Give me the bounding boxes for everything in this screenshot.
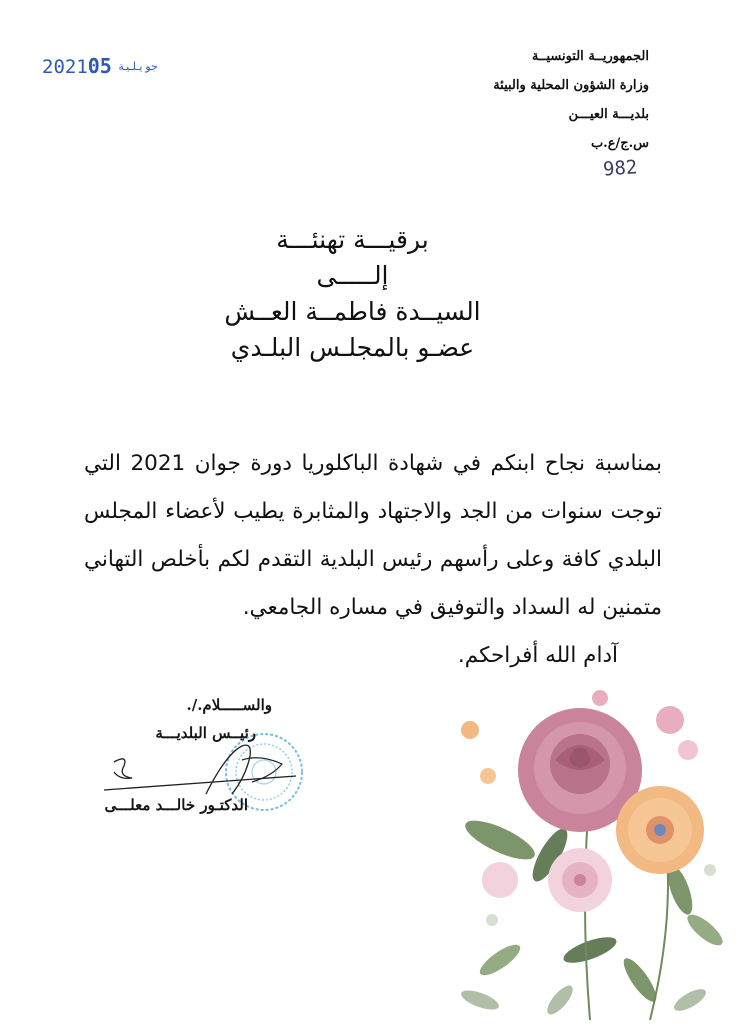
signature-salutation: والســـــلام./. — [186, 696, 272, 714]
date-year: 2021 — [42, 56, 88, 78]
date-stamp — [42, 54, 164, 78]
document-title: برقيـــة تهنئـــة — [276, 225, 429, 254]
date-day: 05 — [87, 54, 112, 78]
letterhead-municipality: بلديـــة العيـــن — [568, 107, 649, 122]
body-closing: آدام الله أفراحكم. — [457, 643, 618, 668]
letter-body — [84, 440, 662, 680]
date-month: جويلية — [117, 60, 158, 73]
recipient-role: عضـو بالمجلـس البلـدي — [230, 333, 475, 362]
signature-role: رئيــس البلديـــة — [155, 724, 256, 742]
letterhead-country: الجمهوريــة التونسيــة — [531, 49, 649, 64]
body-paragraph: بمناسبة نجاح ابنكم في شهادة الباكلوريا دورة جوان 2021 التي توجت سنوات من الجد والاجتهاد والمثابرة يطيب لأعضاء المجلس البلدي كافة وعلى رأسهم رئيس البلدية التقدم لكم بأخلص التهاني متمنين له السداد والتوفيق في مساره الجامعي. — [84, 451, 662, 620]
signature-name: الدكتـور خالـــد معلـــى — [104, 796, 248, 814]
signature-block — [96, 690, 316, 840]
letterhead — [389, 42, 649, 181]
reference-number: 982 — [601, 156, 638, 181]
title-to: إلـــــى — [316, 261, 389, 290]
recipient-name: السيــدة فاطمــة العــش — [224, 297, 481, 326]
letterhead-ministry: وزارة الشؤون المحلية والبيئة — [493, 78, 649, 93]
reference-label: س.ج/ع.ب — [590, 136, 649, 151]
floral-decoration-icon — [440, 680, 740, 1024]
title-block — [0, 222, 705, 366]
